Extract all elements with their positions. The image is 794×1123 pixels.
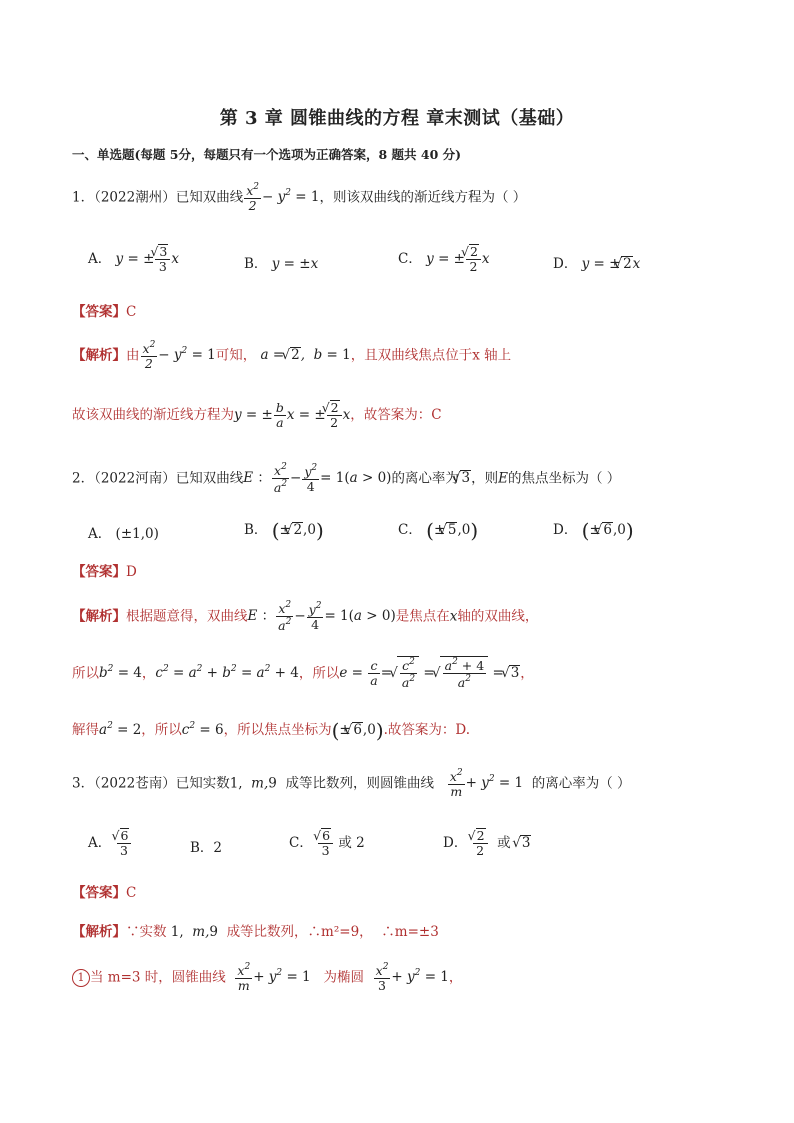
q3-analysis-line2: 1 当 m=3 时，圆锥曲线 $\frac{x^2}{m}$ + $y^2 = 1$ 为椭圆 $\frac{x^2}{3}$ + $y^2 = 1$， [72,962,462,994]
q1-answer: 【答案】C [72,304,137,320]
q2-analysis-line2: 所以$b^2 = 4$，$c^2 = a^2 + b^2 = a^2 + 4$，所以e = $\frac{c}{a}$ = √ $\frac{c^2}{a^2}$ = √ $\frac{a^2 + 4}{a^2}$ = √ 3， [72,656,534,691]
q1-analysis-line1: 【解析】由 $\frac{x^2}{2}$ − $y^2 = 1$可知， a = √ 2, b = 1，且双曲线焦点位于x 轴上 [72,340,511,372]
question-2: 2．（2022河南）已知双曲线E ： $\frac{x^2}{a^2}$ − $\frac{y^2}{4}$ = 1(a > 0)的离心率为√ 3，则E的焦点坐标为（ ） [72,462,620,496]
q1-option-b[interactable]: B． y = ±x [244,256,319,272]
q3-option-a[interactable]: A． √ $\frac{6}{3}$ [88,828,132,859]
q1-option-d[interactable]: D． y = ±√ 2x [553,252,640,272]
q1-option-a[interactable]: A． y = ± √ $\frac{3}{3}$ x [88,244,179,275]
question-1 [72,182,526,214]
q3-answer: 【答案】C [72,885,137,901]
q3-option-c[interactable]: C． √ $\frac{6}{3}$ 或 2 [289,828,365,859]
q2-option-d[interactable]: D． (±√ 6,0) [553,518,634,543]
q2-analysis-line1: 【解析】根据题意得，双曲线E ： $\frac{x^2}{a^2}$ − $\frac{y^2}{4}$ = 1(a > 0)是焦点在x轴的双曲线， [72,600,539,634]
q2-option-a[interactable]: A． (±1,0) [88,526,159,542]
q2-option-b[interactable]: B． (±√ 2,0) [244,518,324,543]
q1-analysis-line2: 故该双曲线的渐近线方程为y = ± $\frac{b}{a}$ x = ± √ $\frac{2}{2}$ x，故答案为：C [72,400,442,431]
q1-option-c[interactable]: C． y = ± √ $\frac{2}{2}$ x [398,244,490,275]
section-heading: 一、单选题(每题 5分，每题只有一个选项为正确答案，8 题共 40 分) [72,147,462,162]
q1-stem: 1．（2022潮州）已知双曲线 [72,189,244,206]
q2-answer: 【答案】D [72,564,137,580]
q3-option-b[interactable]: B．2 [190,840,223,856]
q2-option-c[interactable]: C． (±√ 5,0) [398,518,478,543]
q3-analysis-line1: 【解析】∵实数 1, m,9 成等比数列，∴m²=9， ∴m=±3 [72,924,439,940]
page-title: 第 3 章 圆锥曲线的方程 章末测试（基础） [219,108,575,129]
question-3: 3．（2022苍南）已知实数1, m,9 成等比数列，则圆锥曲线 $\frac{x^2}{m}$ + $y^2 = 1$ 的离心率为（ ） [72,768,631,800]
q3-option-d[interactable]: D． √ $\frac{2}{2}$ 或 √ 3 [443,828,531,859]
q1-question: ，则该双曲线的渐近线方程为（ ） [319,189,527,206]
q2-analysis-line3: 解得$a^2 = 2$，所以$c^2 = 6$，所以焦点坐标为(±√ 6,0).故答案为：D. [72,718,470,743]
circled-number-icon: 1 [72,969,90,987]
q1-equation: $\frac{x^2}{2}$ − $y^2 = 1$ [246,182,320,214]
